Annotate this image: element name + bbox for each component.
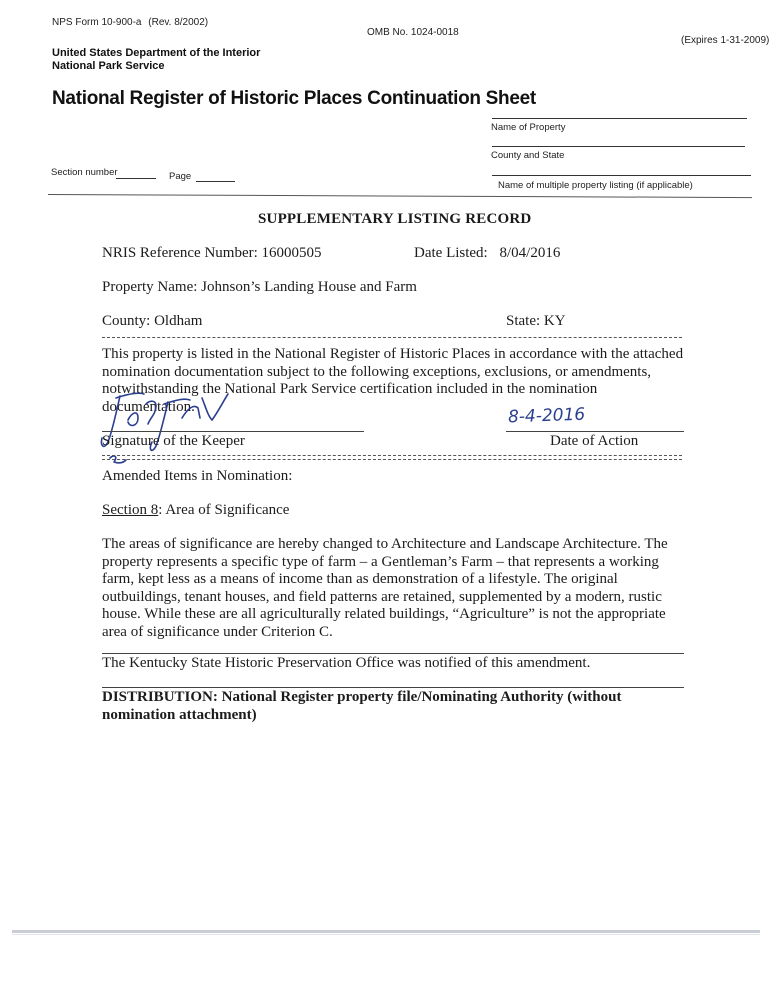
state-label: State: [506,313,541,329]
divider-before-distribution [102,687,684,688]
amended-heading: Amended Items in Nomination: [102,468,293,484]
date-listed [414,245,560,262]
shpo-notification: The Kentucky State Historic Preservation Office was notified of this amendment. [102,655,591,671]
agency-service: National Park Service [52,60,165,72]
section-title: : Area of Significance [158,502,290,518]
property-name [102,279,417,296]
section-number: Section 8 [102,502,159,518]
form-number [52,17,208,28]
county-state-line [492,146,745,147]
state-value: KY [543,313,566,329]
distribution-note: DISTRIBUTION: National Register property file/Nominating Authority (without nomination attachment) [102,689,622,723]
county-state-label: County and State [491,150,565,161]
nris-reference [102,245,322,262]
name-of-property-label: Name of Property [491,122,566,133]
page-label: Page [169,171,192,182]
county-label: County: [102,313,151,329]
county [102,313,202,330]
amendment-text: The areas of significance are hereby changed to Architecture and Landscape Architecture. The property represents a specific type of farm – a Gentleman’s Farm – that represents a working farm, kept less as a means of income than as demonstration of a lifestyle. The original outbuildings, tenant houses, and field patterns are retained, supplemented by a modern, rustic house. While these are all agriculturally related buildings, “Agriculture” is not the appropriate area of significance under Criterion C. [102,536,668,640]
date-listed-label: Date Listed: [414,245,488,261]
nris-value: 16000505 [261,245,322,261]
agency-department: United States Department of the Interior [52,47,261,59]
scan-edge-bar [12,930,760,933]
form-revision: (Rev. 8/2002) [148,17,209,28]
divider-before-notification [102,653,684,654]
dashed-divider-top [102,337,682,338]
property-name-label: Property Name: [102,279,198,295]
header-divider [48,194,752,198]
form-title: National Register of Historic Places Continuation Sheet [52,88,536,109]
record-heading: SUPPLEMENTARY LISTING RECORD [258,211,532,227]
section-heading [102,502,289,519]
multiple-listing-label: Name of multiple property listing (if applicable) [498,180,693,191]
expiration-date: (Expires 1-31-2009) [681,35,770,46]
handwritten-action-date: 8-4-2016 [507,404,586,428]
county-value: Oldham [154,313,203,329]
section-number-line [116,178,156,179]
date-of-action-line [506,431,684,432]
state [506,313,566,330]
date-listed-value: 8/04/2016 [499,245,561,261]
nris-label: NRIS Reference Number: [102,245,258,261]
form-number-text: NPS Form 10-900-a [52,17,142,28]
signature-line [102,431,364,432]
omb-number: OMB No. 1024-0018 [367,27,459,38]
property-name-value: Johnson’s Landing House and Farm [201,279,417,295]
section-number-label: Section number [51,167,118,178]
scan-edge-shadow [12,934,760,935]
name-of-property-line [492,118,747,119]
page-line [196,181,235,182]
multiple-listing-line [492,175,751,176]
listing-statement: This property is listed in the National Register of Historic Places in accordance with the attached nomination documentation subject to the following exceptions, exclusions, or amendments, notwithstanding the National Park Service certification included in the nomination documentation. [102,346,684,415]
double-divider [102,455,682,460]
signature-label: Signature of the Keeper [102,433,245,449]
date-of-action-label: Date of Action [550,433,639,449]
